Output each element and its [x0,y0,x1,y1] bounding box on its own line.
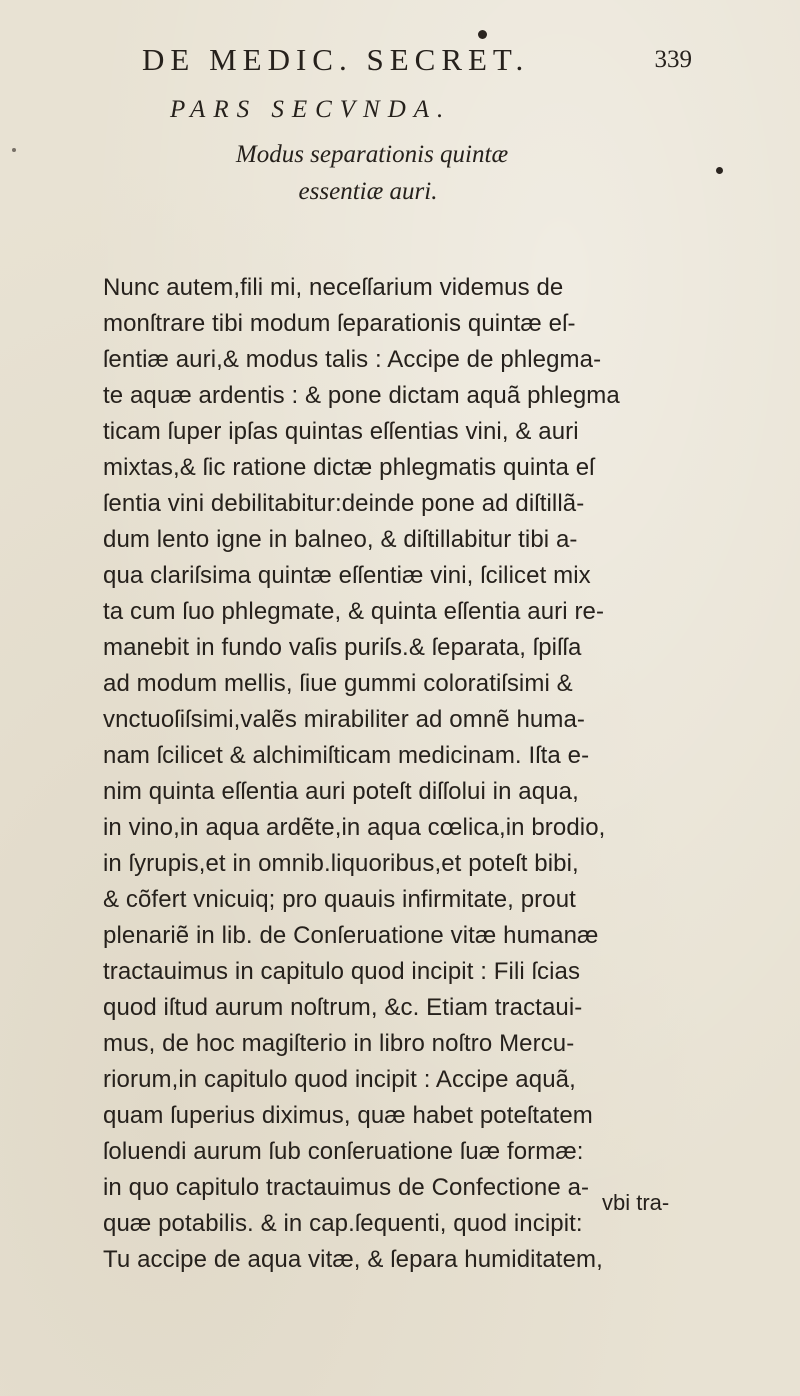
text-line: te aquæ ardentis : & pone dictam aquã phlegma [103,382,620,409]
text-line: tractauimus in capitulo quod incipit : Fili ſcias [103,958,581,985]
text-line: manebit in fundo vaſis puriſs.& ſeparata, ſpiſſa [103,634,582,661]
text-line: riorum,in capitulo quod incipit : Accipe aquã, [103,1066,576,1093]
text-line: ſentia vini debilitabitur:deinde pone ad diſtillã- [103,490,585,517]
text-line: Nunc autem,fili mi, neceſſarium videmus de [103,274,564,301]
text-line: nim quinta eſſentia auri poteſt diſſolui in aqua, [103,778,579,805]
text-line: nam ſcilicet & alchimiſticam medicinam. Iſta e- [103,742,590,769]
text-line: Tu accipe de aqua vitæ, & ſepara humiditatem, [103,1246,603,1273]
text-line: quæ potabilis. & in cap.ſequenti, quod incipit: [103,1210,583,1237]
text-line: mus, de hoc magiſterio in libro noſtro Mercu- [103,1030,575,1057]
text-line: ad modum mellis, ſiue gummi coloratiſsimi & [103,670,573,697]
text-line: quam ſuperius diximus, quæ habet poteſtatem [103,1102,593,1129]
text-line: in quo capitulo tractauimus de Confectione a- [103,1174,590,1201]
chapter-title-line-1: Modus separationis quintæ [235,141,509,168]
ink-speck [478,30,487,39]
ink-speck [12,148,16,152]
text-line: dum lento igne in balneo, & diſtillabitur tibi a- [103,526,578,553]
ink-speck [716,167,723,174]
running-head [132,42,692,86]
text-line: vnctuoſiſsimi,valẽs mirabiliter ad omnẽ huma- [103,706,586,733]
text-line: & cõfert vnicuiq; pro quauis infirmitate, prout [103,886,576,913]
chapter-title-line-2: essentiæ auri. [298,178,438,205]
text-line: plenariẽ in lib. de Conſeruatione vitæ humanæ [103,922,599,949]
text-line: ſoluendi aurum ſub conſeruatione ſuæ formæ: [103,1138,584,1165]
body-text [103,270,683,1278]
section-heading: PARS SECVNDA. [170,96,452,123]
page-number: 339 [654,46,692,73]
text-line: mixtas,& ſic ratione dictæ phlegmatis quinta eſ [103,454,595,481]
catchword: vbi tra- [602,1190,670,1215]
running-title: DE MEDIC. SECRET. [142,42,530,77]
text-line: monſtrare tibi modum ſeparationis quintæ eſ- [103,310,576,337]
text-line: quod iſtud aurum noſtrum, &c. Etiam tractaui- [103,994,583,1021]
text-line: in ſyrupis,et in omnib.liquoribus,et poteſt bibi, [103,850,579,877]
text-line: ſentiæ auri,& modus talis : Accipe de phlegma- [103,346,602,373]
text-line: in vino,in aqua ardẽte,in aqua cœlica,in brodio, [103,814,606,841]
text-line: qua clariſsima quintæ eſſentiæ vini, ſcilicet mix [103,562,591,589]
text-line: ticam ſuper ipſas quintas eſſentias vini, & auri [103,418,579,445]
text-line: ta cum ſuo phlegmate, & quinta eſſentia auri re- [103,598,605,625]
